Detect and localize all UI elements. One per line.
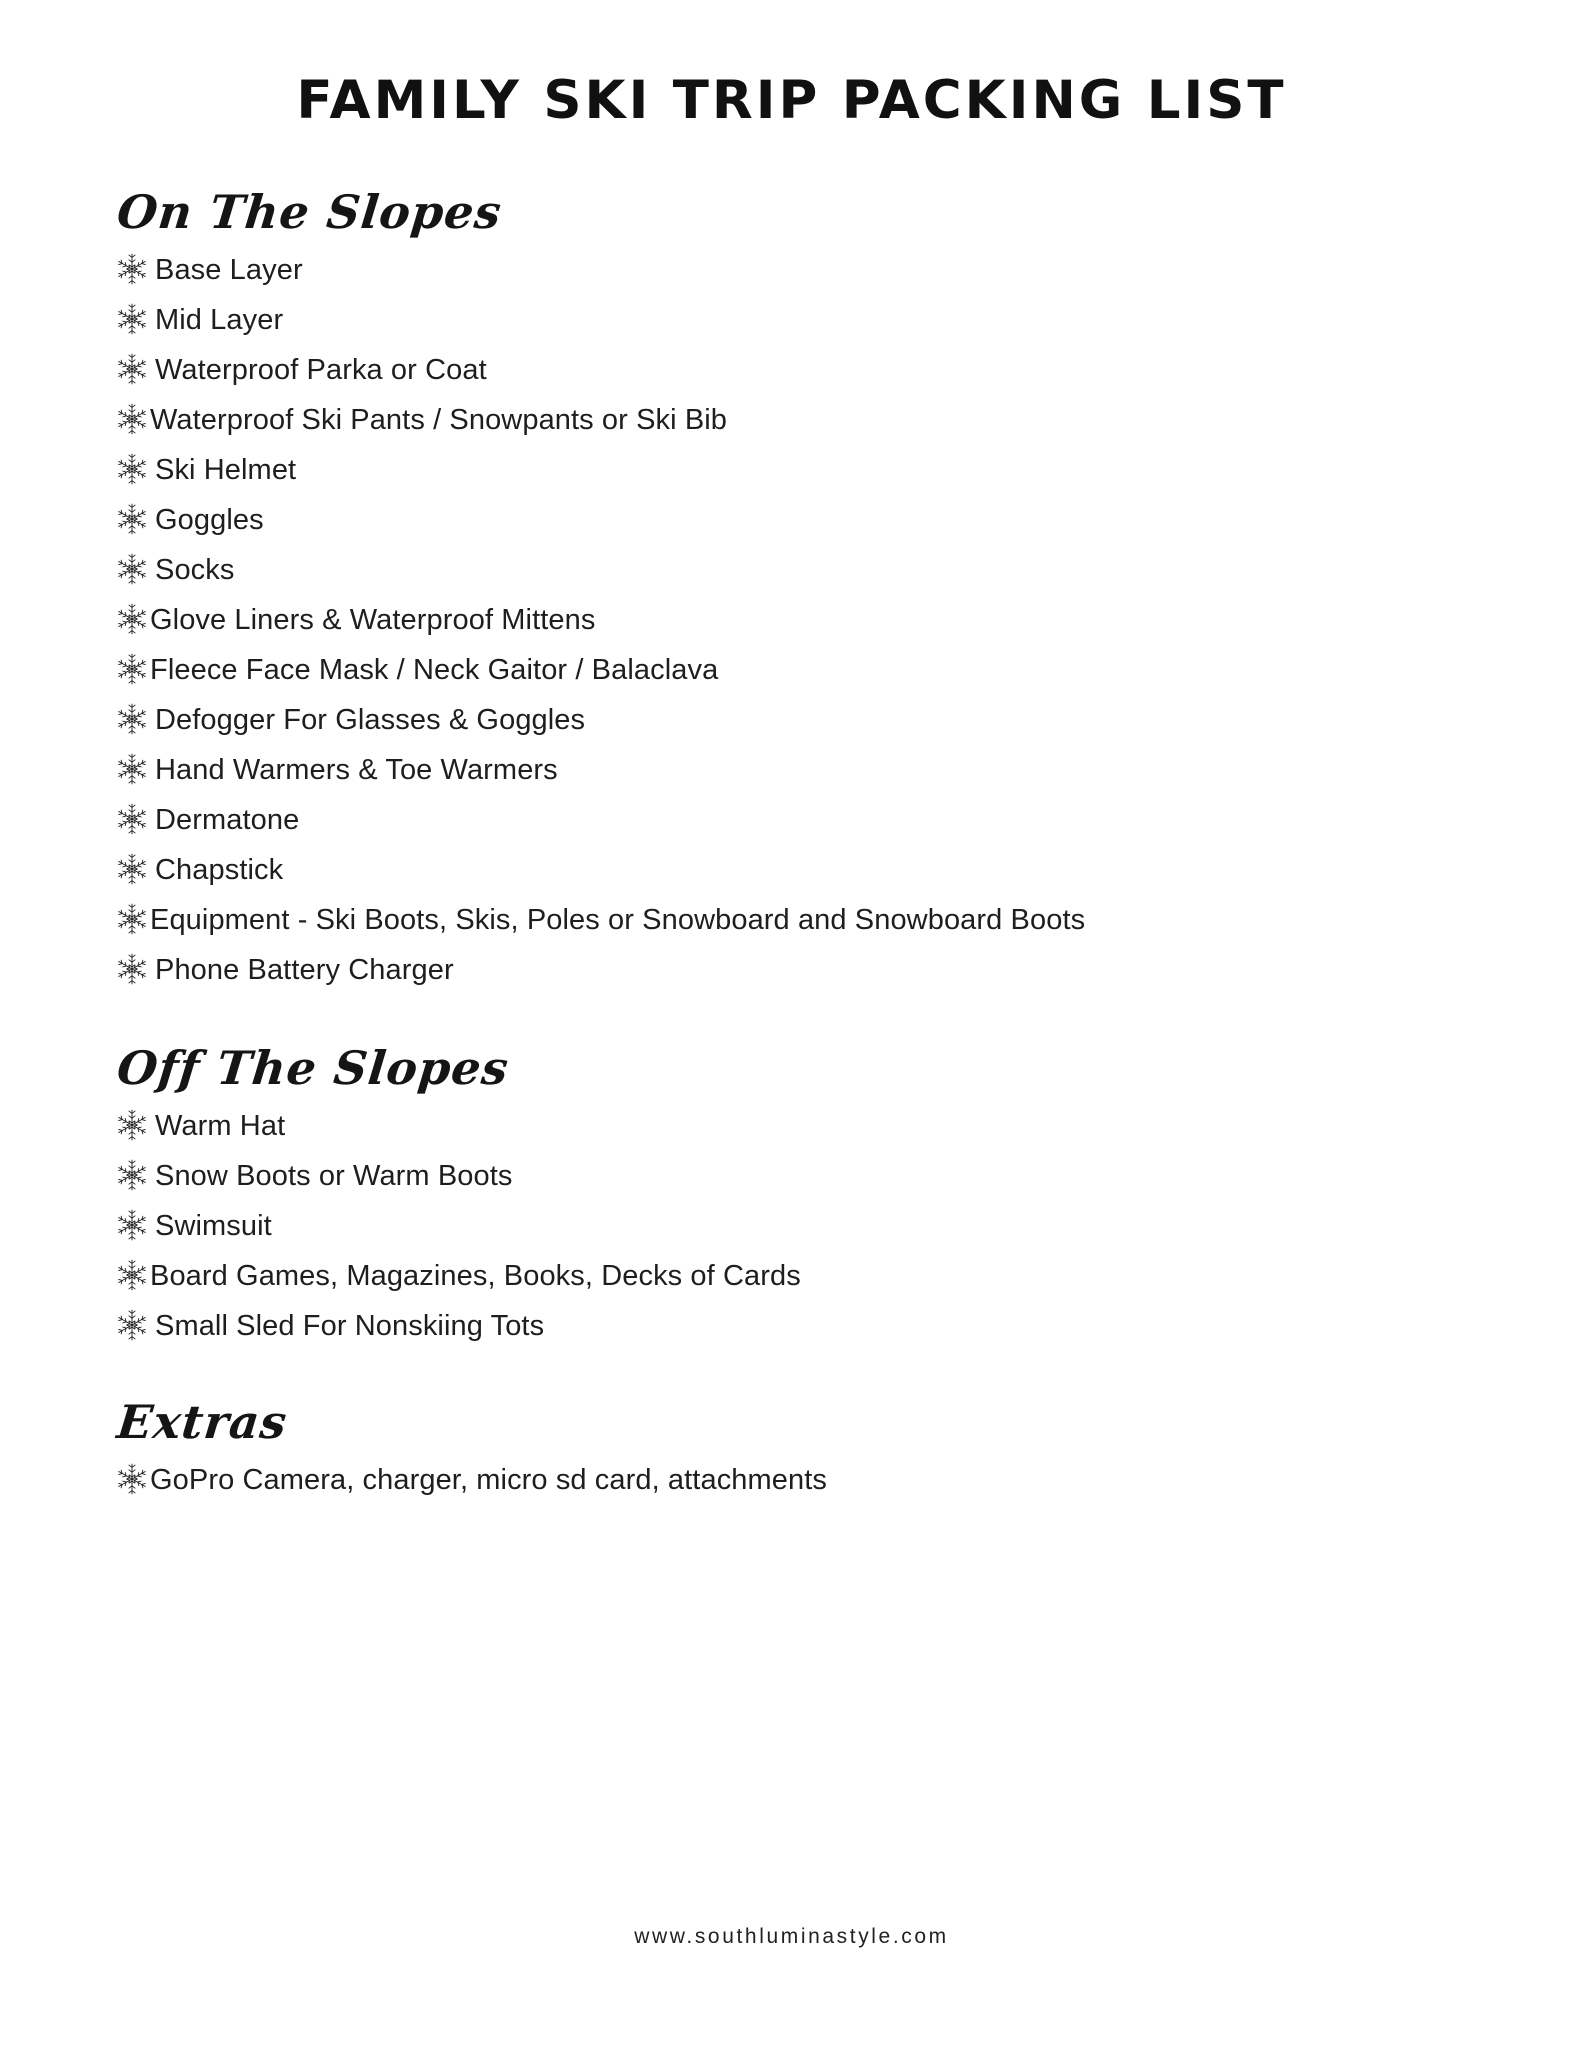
snowflake-icon [115,352,149,386]
snowflake-icon [115,602,149,636]
snowflake-icon [115,752,149,786]
list-item-label: Swimsuit [155,1209,272,1242]
list-item[interactable] [115,895,1583,945]
list-item-label: Warm Hat [155,1109,286,1142]
section-on-the-slopes [0,127,1583,995]
snowflake-icon [115,1258,149,1292]
list-item-label: Base Layer [155,253,303,286]
list-item[interactable] [115,945,1583,995]
section-heading-off-the-slopes: Off The Slopes [114,1041,512,1095]
list-item-label: Waterproof Ski Pants / Snowpants or Ski Bib [150,403,728,436]
list-item[interactable] [115,1101,1583,1151]
packing-list-extras [115,1455,1583,1505]
snowflake-icon [115,252,149,286]
list-item-label: Dermatone [155,803,300,836]
list-item-label: Defogger For Glasses & Goggles [155,703,586,736]
footer [0,1925,1583,1949]
section-heading-row [114,1395,1583,1455]
section-off-the-slopes [0,995,1583,1351]
footer-website-url: www.southluminastyle.com [634,1925,949,1948]
section-heading-extras: Extras [114,1395,290,1449]
list-item[interactable] [115,1455,1583,1505]
list-item[interactable] [115,245,1583,295]
list-item-label: Snow Boots or Warm Boots [155,1159,513,1192]
packing-list-on-the-slopes [115,245,1583,995]
page-title [0,0,1583,131]
snowflake-icon [115,1108,149,1142]
list-item[interactable] [115,295,1583,345]
snowflake-icon [115,1208,149,1242]
list-item[interactable] [115,1201,1583,1251]
list-item-label: Equipment - Ski Boots, Skis, Poles or Snowboard and Snowboard Boots [150,903,1086,936]
list-item[interactable] [115,545,1583,595]
list-item-label: GoPro Camera, charger, micro sd card, attachments [150,1463,827,1496]
list-item-label: Board Games, Magazines, Books, Decks of Cards [150,1259,801,1292]
list-item[interactable] [115,1301,1583,1351]
list-item[interactable] [115,345,1583,395]
snowflake-icon [115,652,149,686]
list-item-label: Goggles [155,503,264,536]
list-item-label: Phone Battery Charger [155,953,454,986]
list-item[interactable] [115,645,1583,695]
snowflake-icon [115,402,149,436]
snowflake-icon [115,902,149,936]
list-item-label: Fleece Face Mask / Neck Gaitor / Balaclava [150,653,719,686]
snowflake-icon [115,952,149,986]
list-item-label: Waterproof Parka or Coat [155,353,487,386]
packing-list-off-the-slopes [115,1101,1583,1351]
list-item[interactable] [115,745,1583,795]
list-item[interactable] [115,1251,1583,1301]
list-item[interactable] [115,795,1583,845]
snowflake-icon [115,552,149,586]
snowflake-icon [115,302,149,336]
list-item-label: Hand Warmers & Toe Warmers [155,753,558,786]
section-heading-row [114,1041,1583,1101]
list-item-label: Chapstick [155,853,284,886]
section-heading-on-the-slopes: On The Slopes [114,185,505,239]
list-item[interactable] [115,395,1583,445]
snowflake-icon [115,1308,149,1342]
list-item-label: Mid Layer [155,303,284,336]
section-extras [0,1351,1583,1505]
snowflake-icon [115,702,149,736]
list-item-label: Small Sled For Nonskiing Tots [155,1309,545,1342]
section-heading-row [114,185,1583,245]
list-item-label: Glove Liners & Waterproof Mittens [150,603,596,636]
list-item[interactable] [115,845,1583,895]
list-item[interactable] [115,495,1583,545]
list-item[interactable] [115,1151,1583,1201]
snowflake-icon [115,1462,149,1496]
list-item-label: Ski Helmet [155,453,297,486]
list-item[interactable] [115,595,1583,645]
snowflake-icon [115,1158,149,1192]
snowflake-icon [115,452,149,486]
snowflake-icon [115,852,149,886]
list-item[interactable] [115,695,1583,745]
snowflake-icon [115,502,149,536]
list-item[interactable] [115,445,1583,495]
snowflake-icon [115,802,149,836]
page-title-text: FAMILY SKI TRIP PACKING LIST [296,70,1287,131]
list-item-label: Socks [155,553,235,586]
